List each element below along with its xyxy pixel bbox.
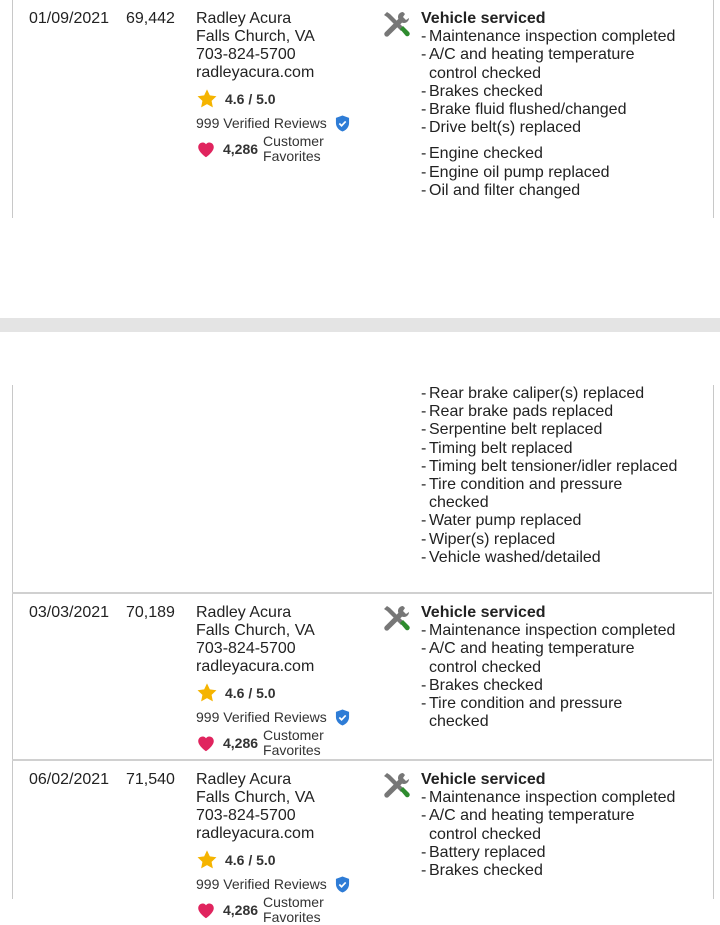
service-item: - A/C and heating temperature control checked [421,640,686,676]
service-record-2 [12,592,712,760]
service-record-1-continued [12,385,712,593]
star-icon [196,849,218,871]
favorites-label-line2: Favorites [263,909,321,925]
service-item: - Water pump replaced [421,512,686,530]
service-items [421,622,686,731]
service-item: - Rear brake pads replaced [421,403,686,421]
favorites-count: 4,286 [223,902,259,918]
favorites-count: 4,286 [223,735,259,751]
service-item: - Brakes checked [421,862,686,880]
dealer-website[interactable]: radleyacura.com [196,658,315,675]
service-item: - Oil and filter changed [421,182,686,200]
rating-value: 4.6 / 5.0 [225,852,276,868]
service-item: - Tire condition and pressure checked [421,695,686,731]
record-date: 06/02/2021 [29,771,110,788]
service-item: - Brakes checked [421,83,686,101]
service-items [421,28,686,200]
service-header: Vehicle serviced [421,10,546,27]
customer-favorites [196,895,376,925]
dealer-phone[interactable]: 703-824-5700 [196,640,296,657]
reviews-text: 999 Verified Reviews [196,876,327,892]
favorites-label [263,728,324,758]
dealer-website[interactable]: radleyacura.com [196,64,315,81]
reviews-text: 999 Verified Reviews [196,115,327,131]
dealer-phone[interactable]: 703-824-5700 [196,807,296,824]
service-item: - Tire condition and pressure checked [421,476,686,512]
customer-favorites [196,728,376,758]
record-date: 03/03/2021 [29,604,110,621]
service-details [421,771,686,880]
service-item: - Maintenance inspection completed [421,789,686,807]
heart-icon [196,140,216,158]
reviews-text: 999 Verified Reviews [196,709,327,725]
heart-icon [196,734,216,752]
service-details [421,10,686,200]
customer-favorites [196,134,376,164]
service-item: - Maintenance inspection completed [421,28,686,46]
dealer-location: Falls Church, VA [196,28,315,45]
verified-reviews[interactable] [196,708,376,726]
favorites-count: 4,286 [223,141,259,157]
favorites-label-line1: Customer [263,133,324,149]
dealer-phone[interactable]: 703-824-5700 [196,46,296,63]
dealer-location: Falls Church, VA [196,622,315,639]
service-item: - Serpentine belt replaced [421,421,686,439]
rating-value: 4.6 / 5.0 [225,685,276,701]
service-item: - Brake fluid flushed/changed [421,101,686,119]
heart-icon [196,901,216,919]
tools-icon [381,771,411,801]
service-items [421,789,686,880]
dealer-rating [196,88,376,110]
service-record-1 [12,0,712,218]
service-item: - Vehicle washed/detailed [421,549,686,567]
service-item: - Battery replaced [421,844,686,862]
dealer-info [196,10,376,164]
star-icon [196,682,218,704]
dealer-info [196,771,376,925]
star-icon [196,88,218,110]
service-item: - Engine checked [421,145,686,163]
rating-value: 4.6 / 5.0 [225,91,276,107]
verified-shield-icon [335,876,350,893]
service-details-continued [421,385,686,567]
favorites-label [263,134,324,164]
service-item: - A/C and heating temperature control checked [421,46,686,82]
favorites-label [263,895,324,925]
service-details [421,604,686,731]
verified-shield-icon [335,115,350,132]
service-header: Vehicle serviced [421,604,546,621]
page-break-gap [0,218,720,385]
favorites-label-line1: Customer [263,894,324,910]
dealer-name[interactable]: Radley Acura [196,10,292,27]
service-items [421,385,686,567]
dealer-name[interactable]: Radley Acura [196,771,292,788]
service-item: - Drive belt(s) replaced [421,119,686,137]
dealer-website[interactable]: radleyacura.com [196,825,315,842]
service-item: - A/C and heating temperature control checked [421,807,686,843]
favorites-label-line1: Customer [263,727,324,743]
verified-shield-icon [335,709,350,726]
record-date: 01/09/2021 [29,10,110,27]
service-item: - Timing belt tensioner/idler replaced [421,458,686,476]
verified-reviews[interactable] [196,875,376,893]
dealer-location: Falls Church, VA [196,789,315,806]
tools-icon [381,10,411,40]
service-header: Vehicle serviced [421,771,546,788]
service-item: - Brakes checked [421,677,686,695]
record-mileage: 71,540 [126,771,175,788]
dealer-name[interactable]: Radley Acura [196,604,292,621]
service-record-3 [12,759,712,925]
favorites-label-line2: Favorites [263,742,321,758]
dealer-info [196,604,376,758]
service-item: - Wiper(s) replaced [421,531,686,549]
dealer-rating [196,849,376,871]
record-mileage: 70,189 [126,604,175,621]
service-item: - Rear brake caliper(s) replaced [421,385,686,403]
verified-reviews[interactable] [196,114,376,132]
favorites-label-line2: Favorites [263,148,321,164]
service-item: - Engine oil pump replaced [421,164,686,182]
record-mileage: 69,442 [126,10,175,27]
service-item: - Maintenance inspection completed [421,622,686,640]
tools-icon [381,604,411,634]
service-item: - Timing belt replaced [421,440,686,458]
dealer-rating [196,682,376,704]
page-divider [0,318,720,332]
